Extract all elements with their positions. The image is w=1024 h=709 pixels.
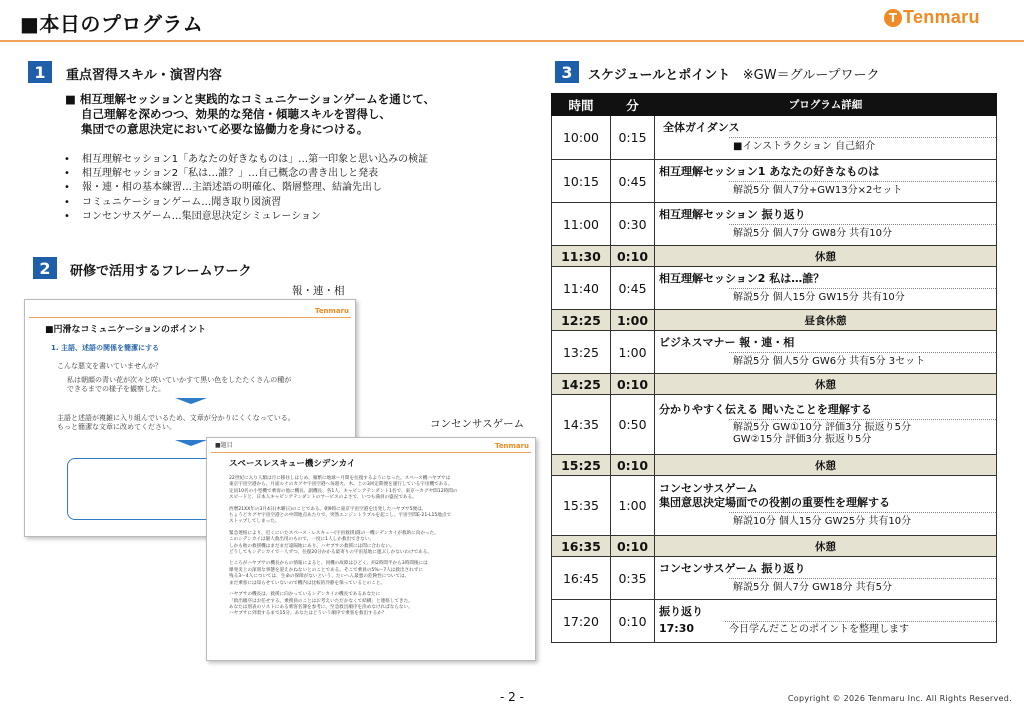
row-sub-line: GW②15分 評価3分 振返り5分 (733, 433, 872, 445)
table-row (552, 203, 997, 246)
row-sub: 解説10分 個人15分 GW25分 共有10分 (729, 512, 996, 529)
row-title: 相互理解セッション 振り返り (659, 207, 806, 221)
slide-rule (211, 452, 531, 453)
row-time: 16:35 (552, 536, 611, 557)
slide-line: あなたは別表のリストにある乗客名簿を参考に、至急救出順序を決めなければならない。 (229, 604, 413, 610)
page-number: - 2 - (500, 690, 524, 704)
table-header-row (552, 94, 997, 116)
slide-line: 「救出順序はお任せする。乗務員のことはお考えいただかなくて結構」と連絡してきた。 (229, 598, 413, 604)
row-time: 16:45 (552, 557, 611, 600)
row-detail (655, 160, 997, 203)
row-detail (655, 331, 997, 374)
slide-logo: Tenmaru (494, 442, 529, 450)
table-row (552, 395, 997, 455)
row-minutes: 0:15 (611, 116, 655, 160)
row-title: 全体ガイダンス (663, 121, 740, 134)
table-row (552, 476, 997, 536)
row-minutes: 0:45 (611, 160, 655, 203)
slide-note-line: 主語と述語が複雑に入り組んでいるため、文章が分かりにくくなっている。 (57, 414, 295, 422)
row-minutes: 1:00 (611, 310, 655, 331)
slide-arrow (175, 440, 207, 446)
section-2-number: 2 (33, 257, 57, 279)
row-title-2: 集団意思決定場面での役割の重要性を理解する (659, 496, 890, 509)
row-minutes: 0:10 (611, 246, 655, 267)
table-row-break (552, 536, 997, 557)
table-row (552, 331, 997, 374)
skill-item: • コミュニケーションゲーム…聞き取り図演習 (64, 196, 428, 210)
row-inline (659, 621, 996, 637)
section-2-title: 研修で活用するフレームワーク (70, 264, 252, 279)
logo (884, 7, 980, 28)
row-title: 相互理解セッション2 私は…誰？ (659, 271, 825, 285)
slide-note (57, 414, 295, 431)
row-sub: 解説5分 個人5分 GW6分 共有5分 3セット (729, 352, 996, 369)
slide-line: 東京宇宙空港から、月面ルナのカグヤ宇宙空港へ毎週火、木、土の3回定期便を運行している宇宙機である。 (229, 482, 453, 488)
row-sub: 解説5分 個人7分 GW18分 共有5分 (729, 578, 996, 595)
skill-item: • コンセンサスゲーム…集団意思決定シミュレーション (64, 210, 428, 224)
header (0, 0, 1024, 42)
skill-list (64, 153, 428, 224)
row-break-label: 休憩 (655, 246, 997, 267)
section-1-number: 1 (28, 61, 52, 83)
section-3-title-text: スケジュールとポイント (588, 68, 731, 83)
row-minutes: 0:10 (611, 374, 655, 395)
row-detail (655, 557, 997, 600)
section-1-lead (65, 92, 435, 137)
row-minutes: 0:45 (611, 267, 655, 310)
slide-line: まだ乗客には知らせていないので機内は比較的冷静を保っているとのこと。 (229, 580, 386, 586)
table-row-break (552, 455, 997, 476)
slide-line: 残る3～4人については、生命の保障がないという、たいへん最悪の危険性については、 (229, 574, 410, 580)
row-time: 11:00 (552, 203, 611, 246)
row-detail (655, 600, 997, 643)
row-sub: 解説5分 個人7分 GW8分 共有10分 (729, 224, 996, 241)
slide-line: しかも他の救援機はまだまだ遠隔地にあり、ハヤブサの救援には間に合わない。 (229, 543, 395, 549)
slide-line: 爆発炎上の深刻な事態を迎えかねないとのことである。そこで乗員の5%～7人は救出されずに (229, 567, 423, 573)
row-inline-time: 17:30 (659, 622, 695, 635)
row-break-label: 休憩 (655, 536, 997, 557)
row-break-label: 休憩 (655, 374, 997, 395)
row-time: 12:25 (552, 310, 611, 331)
row-title: 相互理解セッション1 あなたの好きなものは (659, 164, 880, 178)
row-minutes: 1:00 (611, 331, 655, 374)
lead-line: 自己理解を深めつつ、効果的な発信・傾聴スキルを習得し、 (81, 107, 391, 121)
table-row (552, 557, 997, 600)
skill-item: • 報・連・相の基本練習…主語述語の明確化、階層整理、結論先出し (64, 181, 428, 195)
row-minutes: 0:50 (611, 395, 655, 455)
table-row (552, 267, 997, 310)
slide-arrow (175, 398, 207, 404)
slide-subtitle: 1. 主語、述語の関係を簡潔にする (51, 344, 159, 352)
row-detail (655, 203, 997, 246)
row-break-label: 昼食休憩 (655, 310, 997, 331)
column-header-time: 時間 (552, 94, 611, 116)
row-minutes: 1:00 (611, 476, 655, 536)
slide-line: 西暦21XX年の3月4日(木曜日)のことである。朝9時に東京宇宙空港を出発したハヤブサ5便は、 (229, 506, 427, 512)
row-time: 15:25 (552, 455, 611, 476)
slide-line: 緊急連絡により、近くにいたスペース・レスキュー(宇宙救援)隊の一機シデンカイが救助に向かった。 (229, 530, 439, 536)
page-title: ■本日のプログラム (20, 12, 204, 36)
row-detail (655, 267, 997, 310)
slide-title: スペースレスキュー機シデンカイ (229, 459, 356, 469)
row-detail (655, 476, 997, 536)
slide-note-line: もっと簡潔な文章に改めてください。 (57, 422, 176, 431)
slide-title: ■円滑なコミュニケーションのポイント (45, 325, 206, 335)
column-header-minutes: 分 (611, 94, 655, 116)
slide-example-line: できるまでの様子を観察した。 (67, 384, 165, 393)
row-title: ビジネスマナー 報・連・相 (659, 335, 795, 349)
row-minutes: 0:10 (611, 536, 655, 557)
slide-line: 定員10名の小型機で乗客の他に機長、副機長、各1人、キャビンアテンダント1名で、東京～カグヤ間12時間の (229, 488, 458, 494)
copyright: Copyright © 2026 Tenmaru Inc. All Rights Reserved. (787, 694, 1012, 703)
row-sub (729, 419, 996, 447)
row-time: 11:30 (552, 246, 611, 267)
table-row (552, 116, 997, 160)
slide-line: このシデンカイは個人救出用のもので、一度に1人しか救出できない。 (229, 537, 375, 543)
table-row (552, 600, 997, 643)
row-time: 14:25 (552, 374, 611, 395)
row-detail (655, 395, 997, 455)
header-divider (0, 40, 1024, 42)
row-time: 13:25 (552, 331, 611, 374)
row-minutes: 0:10 (611, 600, 655, 643)
row-sub: 解説5分 個人7分+GW13分×2セット (729, 181, 996, 198)
row-sub-line: 解説5分 GW①10分 評価3分 振返り5分 (733, 421, 911, 433)
slide-line: ハヤブサの機長は、救援に向かっているシデンカイの機長であるあなたに (229, 592, 381, 598)
slide-label: ■題目 (215, 442, 233, 449)
slide-line: ところがハヤブサの機長からの情報によると、同機の故障はひどく、約2時間半から3時間後には (229, 561, 428, 567)
table-row-break (552, 246, 997, 267)
row-time: 10:15 (552, 160, 611, 203)
slide-line: スピードと、日本人キャビンアテンダントのサービスのよさで、いつも満員の盛況である。 (229, 495, 417, 501)
row-time: 10:00 (552, 116, 611, 160)
lead-line: 集団での意思決定において必要な協働力を身につける。 (81, 122, 369, 136)
row-detail (655, 116, 997, 160)
skill-item: • 相互理解セッション1「あなたの好きなものは」…第一印象と思い込みの検証 (64, 153, 428, 167)
section-3-number: 3 (555, 61, 579, 83)
caption-consensus-game: コンセンサスゲーム (430, 418, 525, 430)
schedule-table (551, 93, 997, 643)
row-title: 振り返り (659, 605, 703, 618)
row-time: 15:35 (552, 476, 611, 536)
logo-text: Tenmaru (903, 7, 980, 27)
row-break-label: 休憩 (655, 455, 997, 476)
slide-line: 22世紀に入り人類は月に移住しはじめ、頻繁に地球～月間を往復するようになった。スペース機ハヤブサは (229, 476, 451, 481)
slide-question: こんな悪文を書いていませんか？ (57, 362, 162, 370)
row-time: 17:20 (552, 600, 611, 643)
slide-example-line: 私は朝顔の青い花が次々と咲いていかすて黒い色をしたたくさんの種が (67, 376, 292, 384)
slide-logo: Tenmaru (314, 307, 349, 315)
table-row (552, 160, 997, 203)
row-title: 分かりやすく伝える 聞いたことを理解する (659, 402, 872, 416)
skill-item: • 相互理解セッション2「私は…誰？」…自己概念の書き出しと発表 (64, 167, 428, 181)
slide-line: どうしてもシデンカイで一人ずつ、往復20分かかる最寄りの宇宙基地に運ぶしかないわけである。 (229, 550, 432, 556)
logo-icon: T (884, 9, 902, 27)
row-title: コンセンサスゲーム (659, 482, 758, 495)
slide-example (67, 376, 291, 393)
row-minutes: 0:30 (611, 203, 655, 246)
row-title: コンセンサスゲーム 振り返り (659, 561, 806, 575)
section-3-title (588, 64, 880, 83)
slide-line: ちょうどカグヤ宇宙空港との中間地点あたりで、突然エンジントラブルを起こし、宇宙空間E-21-L15地点で (229, 513, 452, 519)
slide-rule (29, 317, 351, 318)
slide-line: ストップしてしまった。 (229, 519, 280, 525)
row-minutes: 0:10 (611, 455, 655, 476)
row-minutes: 0:35 (611, 557, 655, 600)
row-time: 14:35 (552, 395, 611, 455)
table-row-break (552, 310, 997, 331)
row-sub: 解説5分 個人15分 GW15分 共有10分 (729, 288, 996, 305)
row-sub: ■インストラクション 自己紹介 (729, 137, 996, 154)
row-inline-text: 今日学んだことのポイントを整理します (725, 621, 996, 637)
slide-thumbnail-consensus (206, 437, 536, 661)
section-1-title: 重点習得スキル・演習内容 (66, 68, 222, 83)
section-3-note: ※GW＝グループワーク (742, 68, 880, 83)
slide-body (229, 476, 529, 618)
column-header-detail: プログラム詳細 (655, 94, 997, 116)
row-time: 11:40 (552, 267, 611, 310)
table-row-break (552, 374, 997, 395)
caption-hourensou: 報・連・相 (292, 285, 345, 297)
slide-line: ハヤブサに到着するまで15分。あなたはどういう順序で乗客を救出するか？ (229, 611, 387, 617)
lead-line: ■ 相互理解セッションと実践的なコミュニケーションゲームを通じて、 (65, 92, 435, 106)
